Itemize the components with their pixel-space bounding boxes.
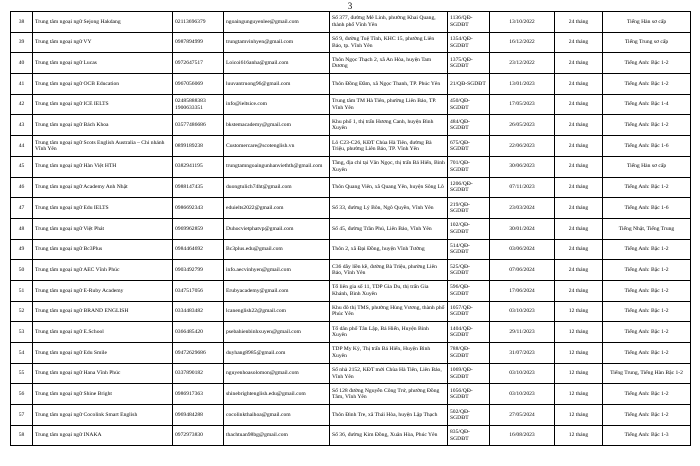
language-program: Tiếng Anh: Bậc 1-2 xyxy=(603,239,691,260)
email-address: Customercare@scotenglish.vn xyxy=(224,136,330,157)
center-name: Trung tâm ngoại ngữ Bách Khoa xyxy=(33,115,173,136)
decision-date: 22/06/2023 xyxy=(490,136,555,157)
language-program: Tiếng Anh: Bậc 1-4 xyxy=(603,94,691,115)
decision-number: 484/QĐ-SGDĐT xyxy=(448,115,490,136)
center-name: Trung tâm ngoại ngữ Shine Bright xyxy=(33,384,173,405)
license-term: 12 tháng xyxy=(555,363,603,384)
row-number: 56 xyxy=(11,384,33,405)
table-row xyxy=(11,363,691,384)
email-address: thachtuan98bg@gmail.com xyxy=(224,425,330,446)
phone-number: 0969962859 xyxy=(173,218,224,239)
license-term: 24 tháng xyxy=(555,94,603,115)
row-number: 42 xyxy=(11,94,33,115)
decision-date: 03/10/2023 xyxy=(490,384,555,405)
language-program: Tiếng Trung sơ cấp xyxy=(603,32,691,53)
license-term: 24 tháng xyxy=(555,177,603,198)
address: Thôn 2, xã Đại Đồng, huyện Vĩnh Tường xyxy=(330,239,448,260)
decision-number: 450/QĐ-SGDĐT xyxy=(448,94,490,115)
table-row xyxy=(11,425,691,446)
email-address: bkstemacademy@gmail.com xyxy=(224,115,330,136)
email-address: nguyenhoasolomon@gmail.com xyxy=(224,363,330,384)
address: Tổ dân phố Tân Lập, Bá Hiến, Huyện Bình Xuyên xyxy=(330,322,448,343)
phone-number: 09472629686 xyxy=(173,343,224,364)
row-number: 53 xyxy=(11,322,33,343)
row-number: 47 xyxy=(11,198,33,219)
address: Số 45, đường Trần Phú, Liên Bảo, Vĩnh Yên xyxy=(330,218,448,239)
email-address: luuvantruong96@gmail.com xyxy=(224,74,330,95)
table-row xyxy=(11,260,691,281)
email-address: info.aecvinhyen@gmail.com xyxy=(224,260,330,281)
license-term: 12 tháng xyxy=(555,405,603,426)
center-name: Trung tâm ngoại ngữ INAKA xyxy=(33,425,173,446)
phone-number: 0899189238 xyxy=(173,136,224,157)
address: Trung tâm TM Hà Tiên, phường Liên Bảo, TP. Vĩnh Yên xyxy=(330,94,448,115)
license-term: 24 tháng xyxy=(555,156,603,177)
decision-date: 30/06/2023 xyxy=(490,156,555,177)
language-program: Tiếng Trung, Tiếng Hàn Bậc 1-2 xyxy=(603,363,691,384)
decision-date: 13/01/2023 xyxy=(490,74,555,95)
phone-number: 03577486686 xyxy=(173,115,224,136)
decision-date: 29/11/2023 xyxy=(490,322,555,343)
center-name: Trung tâm ngoại ngữ Hàn Việt HTH xyxy=(33,156,173,177)
phone-number: 02485888383 1900633351 xyxy=(173,94,224,115)
center-name: Trung tâm ngoại ngữ Việt Phát xyxy=(33,218,173,239)
address: Số 377, đường Mê Linh, phường Khai Quang, thành phố Vĩnh Yên xyxy=(330,12,448,33)
center-name: Trung tâm ngoại ngữ Cocolink Smart English xyxy=(33,405,173,426)
center-name: Trung tâm ngoại ngữ Sejong Hakdang xyxy=(33,12,173,33)
address: Tầng, địa chỉ tại Vân Ngọc, thị trấn Bá Hiến, Bình Xuyên xyxy=(330,156,448,177)
decision-date: 07/06/2024 xyxy=(490,260,555,281)
decision-date: 03/10/2023 xyxy=(490,301,555,322)
email-address: Loicoi616anha@gmail.com xyxy=(224,53,330,74)
decision-date: 23/12/2022 xyxy=(490,53,555,74)
license-term: 12 tháng xyxy=(555,425,603,446)
table-row xyxy=(11,405,691,426)
license-term: 24 tháng xyxy=(555,198,603,219)
table-row xyxy=(11,301,691,322)
decision-number: 525/QĐ-SGDĐT xyxy=(448,260,490,281)
phone-number: 0972647517 xyxy=(173,53,224,74)
table-row xyxy=(11,115,691,136)
language-program: Tiếng Anh: Bậc 1-2 xyxy=(603,301,691,322)
email-address: duyhang8985@gmail.com xyxy=(224,343,330,364)
decision-number: 102/QĐ-SGDĐT xyxy=(448,218,490,239)
email-address: shinebrightenglish.edu@gmail.com xyxy=(224,384,330,405)
center-name: Trung tâm ngoại ngữ VY xyxy=(33,32,173,53)
decision-number: 835/QĐ-SGDĐT xyxy=(448,425,490,446)
address: Thôn Đồng Đầm, xã Ngọc Thanh, TP. Phúc Yên xyxy=(330,74,448,95)
decision-date: 03/06/2024 xyxy=(490,239,555,260)
decision-date: 03/10/2023 xyxy=(490,363,555,384)
language-program: Tiếng Anh: Bậc 1-2 xyxy=(603,53,691,74)
table-row xyxy=(11,239,691,260)
phone-number: 02113696379 xyxy=(173,12,224,33)
table-row xyxy=(11,198,691,219)
license-term: 12 tháng xyxy=(555,301,603,322)
license-term: 24 tháng xyxy=(555,218,603,239)
decision-date: 26/05/2023 xyxy=(490,115,555,136)
license-term: 24 tháng xyxy=(555,136,603,157)
language-program: Tiếng Anh: Bậc 1-2 xyxy=(603,322,691,343)
phone-number: 0984464692 xyxy=(173,239,224,260)
phone-number: 0347517056 xyxy=(173,280,224,301)
phone-number: 0969484288 xyxy=(173,405,224,426)
center-name: Trung tâm ngoại ngữ Edu IELTS xyxy=(33,198,173,219)
table-row xyxy=(11,53,691,74)
license-term: 24 tháng xyxy=(555,53,603,74)
row-number: 44 xyxy=(11,136,33,157)
decision-number: 1375/QĐ-SGDĐT xyxy=(448,53,490,74)
registry-body xyxy=(11,12,691,446)
phone-number: 0986692343 xyxy=(173,198,224,219)
row-number: 40 xyxy=(11,53,33,74)
email-address: Bc3plus.edu@gmail.com xyxy=(224,239,330,260)
address: C36 dãy liền kề, đường Bà Triệu, phường Liên Bảo, Vĩnh Yên xyxy=(330,260,448,281)
table-row xyxy=(11,384,691,405)
table-row xyxy=(11,177,691,198)
phone-number: 0988147435 xyxy=(173,177,224,198)
decision-number: 1354/QĐ-SGDĐT xyxy=(448,32,490,53)
table-row xyxy=(11,136,691,157)
decision-number: 1056/QĐ-SGDĐT xyxy=(448,384,490,405)
license-term: 12 tháng xyxy=(555,384,603,405)
phone-number: 0337890182 xyxy=(173,363,224,384)
license-term: 24 tháng xyxy=(555,12,603,33)
center-name: Trung tâm ngoại ngữ AEC Vĩnh Phúc xyxy=(33,260,173,281)
email-address: ngoaingunguyenlee@gmail.com xyxy=(224,12,330,33)
decision-number: 1404/QĐ-SGDĐT xyxy=(448,322,490,343)
email-address: lcanenglish22@gmail.com xyxy=(224,301,330,322)
phone-number: 0334483482 xyxy=(173,301,224,322)
license-term: 24 tháng xyxy=(555,239,603,260)
decision-number: 1136/QĐ-SGDĐT xyxy=(448,12,490,33)
table-row xyxy=(11,218,691,239)
row-number: 49 xyxy=(11,239,33,260)
table-row xyxy=(11,322,691,343)
address: Số 128 đường Nguyễn Công Trứ, phường Đồng Tâm, Vĩnh Yên xyxy=(330,384,448,405)
decision-number: 788/QĐ-SGDĐT xyxy=(448,343,490,364)
decision-date: 07/11/2023 xyxy=(490,177,555,198)
row-number: 54 xyxy=(11,343,33,364)
address: Số 33, đường Lý Bôn, Ngô Quyền, Vĩnh Yên xyxy=(330,198,448,219)
email-address: info@ieltsice.com xyxy=(224,94,330,115)
license-term: 24 tháng xyxy=(555,74,603,95)
decision-number: 219/QĐ-SGDĐT xyxy=(448,198,490,219)
phone-number: 0903492799 xyxy=(173,260,224,281)
table-row xyxy=(11,280,691,301)
row-number: 46 xyxy=(11,177,33,198)
license-term: 12 tháng xyxy=(555,343,603,364)
language-program: Tiếng Hàn sơ cấp xyxy=(603,156,691,177)
row-number: 41 xyxy=(11,74,33,95)
language-program: Tiếng Anh: Bậc 1-6 xyxy=(603,136,691,157)
center-name: Trung tâm ngoại ngữ E-Ruby Academy xyxy=(33,280,173,301)
table-row xyxy=(11,74,691,95)
language-program: Tiếng Anh: Bậc 1-2 xyxy=(603,260,691,281)
decision-number: 502/QĐ-SGDĐT xyxy=(448,405,490,426)
language-program: Tiếng Anh: Bậc 1-2 xyxy=(603,405,691,426)
row-number: 43 xyxy=(11,115,33,136)
table-row xyxy=(11,156,691,177)
email-address: psebahienbinhxuyen@gmail.com xyxy=(224,322,330,343)
language-program: Tiếng Hàn sơ cấp xyxy=(603,12,691,33)
decision-number: 701/QĐ-SGDĐT xyxy=(448,156,490,177)
decision-number: 675/QĐ-SGDĐT xyxy=(448,136,490,157)
language-program: Tiếng Anh: Bậc 1-6 xyxy=(603,198,691,219)
decision-date: 23/03/2024 xyxy=(490,198,555,219)
decision-date: 17/06/2024 xyxy=(490,280,555,301)
language-program: Tiếng Anh: Bậc 1-2 xyxy=(603,343,691,364)
address: Tổ liên gia số 11, TDP Gia Du, thị trấn Gia Khánh, Bình Xuyên xyxy=(330,280,448,301)
phone-number: 0382941195 xyxy=(173,156,224,177)
row-number: 45 xyxy=(11,156,33,177)
language-program: Tiếng Anh: Bậc 1-3 xyxy=(603,425,691,446)
email-address: cocolinkthaihoa@gmail.com xyxy=(224,405,330,426)
address: Số 36, đường Kim Đồng, Xuân Hòa, Phúc Yên xyxy=(330,425,448,446)
language-program: Tiếng Anh: Bậc 1-2 xyxy=(603,115,691,136)
phone-number: 0986917363 xyxy=(173,384,224,405)
email-address: Duhocvietphatvp@gmail.com xyxy=(224,218,330,239)
language-program: Tiếng Anh: Bậc 1-2 xyxy=(603,74,691,95)
row-number: 38 xyxy=(11,12,33,33)
phone-number: 0972973830 xyxy=(173,425,224,446)
decision-date: 16/08/2023 xyxy=(490,425,555,446)
decision-number: 514/QĐ-SGDĐT xyxy=(448,239,490,260)
center-name: Trung tâm ngoại ngữ Bc3Plus xyxy=(33,239,173,260)
center-name: Trung tâm ngoại ngữ E.School xyxy=(33,322,173,343)
phone-number: 0987894999 xyxy=(173,32,224,53)
center-name: Trung tâm ngoại ngữ Hana Vĩnh Phúc xyxy=(33,363,173,384)
center-name: Trung tâm ngoại ngữ ICE IELTS xyxy=(33,94,173,115)
address: Số 9, đường Tuệ Tĩnh, KHC 15, phường Liên Bảo, tp. Vĩnh Yên xyxy=(330,32,448,53)
center-name: Trung tâm ngoại ngữ Edu Smile xyxy=(33,343,173,364)
address: Khu đô thị TMS, phường Hùng Vương, thành phố Phúc Yên xyxy=(330,301,448,322)
address: Thôn Quang Viên, xã Quang Yên, huyện Sông Lô xyxy=(330,177,448,198)
row-number: 50 xyxy=(11,260,33,281)
decision-number: 21/QĐ-SGDĐT xyxy=(448,74,490,95)
license-term: 24 tháng xyxy=(555,115,603,136)
decision-date: 30/01/2024 xyxy=(490,218,555,239)
decision-date: 27/05/2024 xyxy=(490,405,555,426)
address: Lô C23-C26, KĐT Chùa Hà Tiên, đường Bà Triệu, phường Liên Bảo, TP. Vĩnh Yên xyxy=(330,136,448,157)
row-number: 55 xyxy=(11,363,33,384)
center-name: Trung tâm ngoại ngữ Lucas xyxy=(33,53,173,74)
license-term: 12 tháng xyxy=(555,322,603,343)
decision-date: 31/07/2023 xyxy=(490,343,555,364)
phone-number: 0967056069 xyxy=(173,74,224,95)
decision-date: 17/05/2023 xyxy=(490,94,555,115)
license-term: 24 tháng xyxy=(555,280,603,301)
decision-date: 16/12/2022 xyxy=(490,32,555,53)
table-row xyxy=(11,94,691,115)
row-number: 52 xyxy=(11,301,33,322)
license-term: 24 tháng xyxy=(555,32,603,53)
phone-number: 0366485420 xyxy=(173,322,224,343)
email-address: duongtulich74ht@gmail.com xyxy=(224,177,330,198)
row-number: 39 xyxy=(11,32,33,53)
table-row xyxy=(11,12,691,33)
row-number: 51 xyxy=(11,280,33,301)
decision-number: 596/QĐ-SGDĐT xyxy=(448,280,490,301)
language-program: Tiếng Anh: Bậc 1-2 xyxy=(603,177,691,198)
email-address: trungtamvinhyen@gmail.com xyxy=(224,32,330,53)
center-name: Trung tâm ngoại ngữ BRAND ENGLISH xyxy=(33,301,173,322)
address: Thôn Ngọc Thạch 2, xã An Hòa, huyện Tam Dương xyxy=(330,53,448,74)
center-name: Trung tâm ngoại ngữ OCB Education xyxy=(33,74,173,95)
language-program: Tiếng Nhật, Tiếng Trung xyxy=(603,218,691,239)
row-number: 48 xyxy=(11,218,33,239)
language-program: Tiếng Anh: Bậc 1-2 xyxy=(603,384,691,405)
email-address: eduielts2022@gmail.com xyxy=(224,198,330,219)
center-name: Trung tâm ngoại ngữ Academy Anh Nhật xyxy=(33,177,173,198)
decision-number: 1057/QĐ-SGDĐT xyxy=(448,301,490,322)
decision-number: 1069/QĐ-SGDĐT xyxy=(448,363,490,384)
page-number: 3 xyxy=(347,1,353,11)
address: TDP My Kỳ, Thị trấn Bá Hiến, Huyện Bình Xuyên xyxy=(330,343,448,364)
email-address: trungtamngoaingunhanviethth@gmail.com xyxy=(224,156,330,177)
table-row xyxy=(11,343,691,364)
license-term: 24 tháng xyxy=(555,260,603,281)
address: Số nhà 2152, KĐT mới Chùa Hà Tiên, Liên Bảo, Vĩnh Yên xyxy=(330,363,448,384)
email-address: Erubyacademy@gmail.com xyxy=(224,280,330,301)
center-name: Trung tâm ngoại ngữ Scots English Australia – Chi nhánh Vĩnh Yên xyxy=(33,136,173,157)
address: Khu phố 1, thị trấn Hương Canh, huyện Bình Xuyên xyxy=(330,115,448,136)
decision-date: 13/10/2022 xyxy=(490,12,555,33)
table-row xyxy=(11,32,691,53)
decision-number: 1206/QĐ-SGDĐT xyxy=(448,177,490,198)
address: Thôn Đình Tre, xã Thái Hòa, huyện Lập Thạch xyxy=(330,405,448,426)
language-program: Tiếng Anh: Bậc 1-2 xyxy=(603,280,691,301)
row-number: 58 xyxy=(11,425,33,446)
language-center-registry-table xyxy=(10,11,691,446)
row-number: 57 xyxy=(11,405,33,426)
